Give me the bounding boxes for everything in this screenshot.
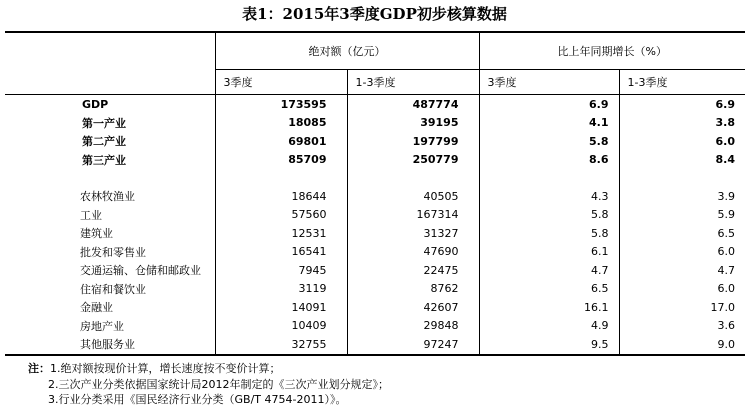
cell-value: 39195 bbox=[347, 114, 479, 133]
cell-value: 18085 bbox=[215, 114, 347, 133]
table-row bbox=[5, 261, 745, 280]
cell-value: 6.9 bbox=[479, 95, 619, 114]
cell-value: 197799 bbox=[347, 132, 479, 151]
row-label: GDP bbox=[82, 97, 109, 111]
spacer-cell bbox=[619, 169, 745, 187]
cell-value: 5.9 bbox=[619, 206, 745, 225]
cell-value: 10409 bbox=[215, 317, 347, 336]
table-row bbox=[5, 114, 745, 133]
table-row bbox=[5, 243, 745, 262]
cell-value: 40505 bbox=[347, 187, 479, 206]
table-row bbox=[5, 224, 745, 243]
header-absolute-value: 绝对额（亿元） bbox=[215, 32, 479, 70]
cell-value: 47690 bbox=[347, 243, 479, 262]
cell-value: 5.8 bbox=[479, 206, 619, 225]
cell-value: 3119 bbox=[215, 280, 347, 299]
header-row-group bbox=[5, 32, 745, 70]
cell-value: 3.8 bbox=[619, 114, 745, 133]
row-label: 其他服务业 bbox=[5, 335, 215, 355]
spacer-cell bbox=[347, 169, 479, 187]
note-item: 1.绝对额按现价计算，增长速度按不变价计算； bbox=[50, 362, 281, 375]
cell-value: 12531 bbox=[215, 224, 347, 243]
table-row bbox=[5, 206, 745, 225]
row-label: 第三产业 bbox=[82, 153, 126, 167]
cell-value: 4.3 bbox=[479, 187, 619, 206]
table-row bbox=[5, 280, 745, 299]
header-q1-3-growth: 1-3季度 bbox=[619, 70, 745, 95]
cell-value: 7945 bbox=[215, 261, 347, 280]
table-title: 表1：2015年3季度GDP初步核算数据 bbox=[242, 5, 507, 23]
spacer-cell bbox=[5, 169, 215, 187]
cell-value: 5.8 bbox=[479, 132, 619, 151]
header-q3-abs: 3季度 bbox=[215, 70, 347, 95]
row-label: 批发和零售业 bbox=[80, 245, 146, 259]
header-growth-rate: 比上年同期增长（%） bbox=[479, 32, 745, 70]
cell-value: 3.9 bbox=[619, 187, 745, 206]
cell-value: 57560 bbox=[215, 206, 347, 225]
row-label: 农林牧渔业 bbox=[80, 190, 135, 204]
cell-value: 97247 bbox=[347, 335, 479, 355]
cell-value: 6.1 bbox=[479, 243, 619, 262]
row-label: 住宿和餐饮业 bbox=[80, 282, 146, 296]
table-row bbox=[5, 95, 745, 114]
cell-value: 4.9 bbox=[479, 317, 619, 336]
cell-value: 17.0 bbox=[619, 298, 745, 317]
spacer-cell bbox=[479, 169, 619, 187]
cell-value: 3.6 bbox=[619, 317, 745, 336]
spacer-row bbox=[5, 169, 745, 187]
cell-value: 32755 bbox=[215, 335, 347, 355]
cell-value: 167314 bbox=[347, 206, 479, 225]
table-row bbox=[5, 298, 745, 317]
cell-value: 9.5 bbox=[479, 335, 619, 355]
table-row bbox=[5, 151, 745, 170]
table-row bbox=[5, 335, 745, 355]
cell-value: 173595 bbox=[215, 95, 347, 114]
cell-value: 85709 bbox=[215, 151, 347, 170]
spacer-cell bbox=[215, 169, 347, 187]
cell-value: 6.9 bbox=[619, 95, 745, 114]
cell-value: 250779 bbox=[347, 151, 479, 170]
notes bbox=[28, 361, 389, 408]
gdp-table bbox=[5, 31, 745, 356]
cell-value: 6.0 bbox=[619, 280, 745, 299]
row-label: 第一产业 bbox=[82, 116, 126, 130]
cell-value: 16.1 bbox=[479, 298, 619, 317]
row-label: 第二产业 bbox=[82, 135, 126, 149]
table-row bbox=[5, 317, 745, 336]
cell-value: 9.0 bbox=[619, 335, 745, 355]
cell-value: 8762 bbox=[347, 280, 479, 299]
row-label: 房地产业 bbox=[80, 319, 124, 333]
cell-value: 6.5 bbox=[479, 280, 619, 299]
table-row bbox=[5, 132, 745, 151]
cell-value: 6.0 bbox=[619, 132, 745, 151]
cell-value: 18644 bbox=[215, 187, 347, 206]
notes-lead: 注： bbox=[28, 362, 50, 375]
row-label: 金融业 bbox=[80, 301, 113, 315]
table-row bbox=[5, 187, 745, 206]
header-blank bbox=[5, 32, 215, 95]
cell-value: 4.7 bbox=[619, 261, 745, 280]
cell-value: 6.5 bbox=[619, 224, 745, 243]
cell-value: 29848 bbox=[347, 317, 479, 336]
note-item: 3.行业分类采用《国民经济行业分类（GB/T 4754-2011）》。 bbox=[48, 393, 347, 406]
cell-value: 5.8 bbox=[479, 224, 619, 243]
cell-value: 42607 bbox=[347, 298, 479, 317]
cell-value: 8.6 bbox=[479, 151, 619, 170]
cell-value: 14091 bbox=[215, 298, 347, 317]
cell-value: 31327 bbox=[347, 224, 479, 243]
row-label: 工业 bbox=[80, 208, 102, 222]
cell-value: 6.0 bbox=[619, 243, 745, 262]
header-q1-3-abs: 1-3季度 bbox=[347, 70, 479, 95]
row-label: 建筑业 bbox=[80, 227, 113, 241]
cell-value: 69801 bbox=[215, 132, 347, 151]
cell-value: 4.7 bbox=[479, 261, 619, 280]
cell-value: 16541 bbox=[215, 243, 347, 262]
header-q3-growth: 3季度 bbox=[479, 70, 619, 95]
cell-value: 8.4 bbox=[619, 151, 745, 170]
note-item: 2.三次产业分类依据国家统计局2012年制定的《三次产业划分规定》； bbox=[48, 377, 389, 391]
row-label: 交通运输、仓储和邮政业 bbox=[80, 264, 201, 278]
cell-value: 22475 bbox=[347, 261, 479, 280]
cell-value: 4.1 bbox=[479, 114, 619, 133]
cell-value: 487774 bbox=[347, 95, 479, 114]
